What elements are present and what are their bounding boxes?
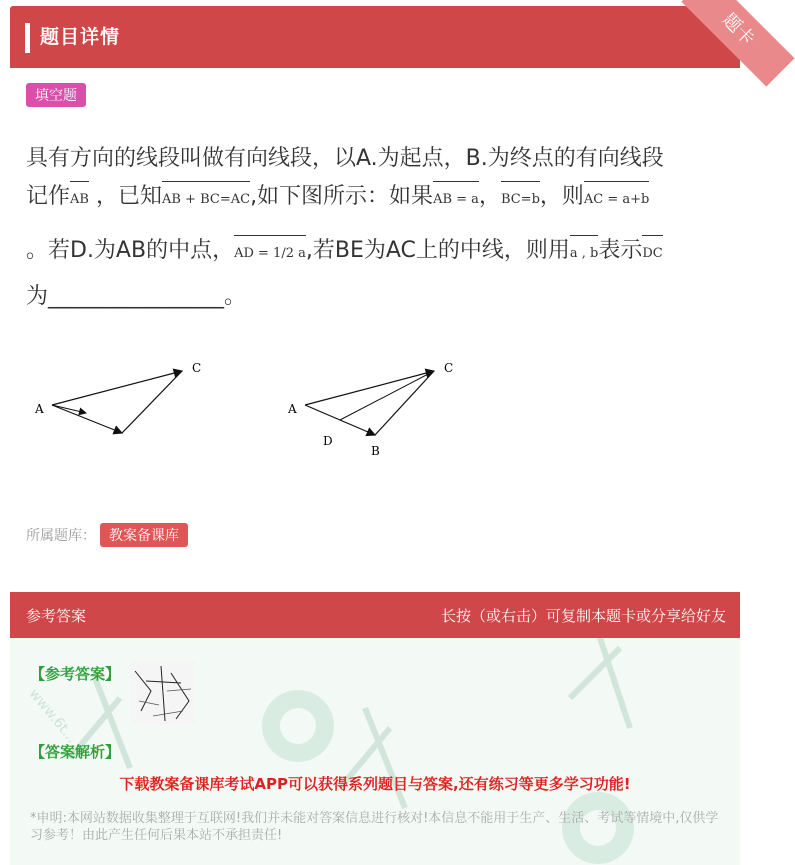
label-a-left: A xyxy=(35,402,44,416)
text-segment: ,若BE为AC上的中线，则用 xyxy=(305,238,570,263)
page-title: 题目详情 xyxy=(40,26,121,48)
vectors-a-b: a , b xyxy=(570,232,598,273)
figure-right xyxy=(287,361,453,458)
text-segment: ， xyxy=(478,184,501,209)
vector-dc: DC xyxy=(642,232,662,273)
answer-image xyxy=(131,661,195,725)
label-c-right: C xyxy=(444,361,454,375)
download-promo[interactable]: 下载教案备课库考试APP可以获得系列题目与答案,还有练习等更多学习功能! xyxy=(119,775,631,793)
ribbon-label: 题卡 xyxy=(681,0,794,87)
disclaimer: *申明:本网站数据收集整理于互联网!我们并未能对答案信息进行核对!本信息不能用于生产、生活、考试等情境中,仅供学习参考！由此产生任何后果本站不承担责任! xyxy=(30,811,719,843)
vector-figure xyxy=(30,355,480,465)
analysis-label: 【答案解析】 xyxy=(30,743,121,761)
vector-ad-eq: AD = 1/2 a xyxy=(234,232,306,273)
answer-header xyxy=(10,592,740,638)
vector-ac-eq: AC = a+b xyxy=(584,178,649,219)
question-line-4: 为________________。 xyxy=(26,284,247,309)
question-source xyxy=(26,523,188,547)
text-segment: ，则 xyxy=(539,184,584,209)
text-segment: 表示 xyxy=(598,238,643,263)
text-segment: ，已知 xyxy=(95,184,162,209)
vector-ab-eq-a: AB = a xyxy=(433,178,479,219)
vector-sum-equation: AB + BC=AC xyxy=(162,178,250,219)
reference-answer-label: 【参考答案】 xyxy=(30,665,121,683)
page-header xyxy=(10,6,740,68)
label-c-left: C xyxy=(192,361,202,375)
corner-ribbon xyxy=(650,0,759,90)
source-label: 所属题库： xyxy=(26,528,96,544)
text-segment: 记作 xyxy=(26,184,71,209)
header-accent-bar xyxy=(25,23,30,53)
watermark-text: www.6t... xyxy=(25,685,80,747)
label-b-right: B xyxy=(371,444,380,458)
label-d-right: D xyxy=(323,434,333,448)
question-line-1: 具有方向的线段叫做有向线段，以A.为起点，B.为终点的有向线段 xyxy=(26,146,664,171)
text-segment: ,如下图所示：如果 xyxy=(250,184,434,209)
label-a-right: A xyxy=(288,402,297,416)
share-hint: 长按（或右击）可复制本题卡或分享给好友 xyxy=(440,607,726,625)
question-line-3 xyxy=(26,232,663,273)
vector-ab: AB xyxy=(70,178,89,219)
vector-bc-eq-b: BC=b xyxy=(501,178,540,219)
question-type-badge: 填空题 xyxy=(26,83,86,107)
text-segment: 。若D.为AB的中点， xyxy=(26,238,235,263)
question-line-2 xyxy=(26,178,649,219)
source-tag[interactable]: 教案备课库 xyxy=(100,523,188,547)
figure-left xyxy=(34,361,201,433)
answer-header-title: 参考答案 xyxy=(26,607,87,625)
